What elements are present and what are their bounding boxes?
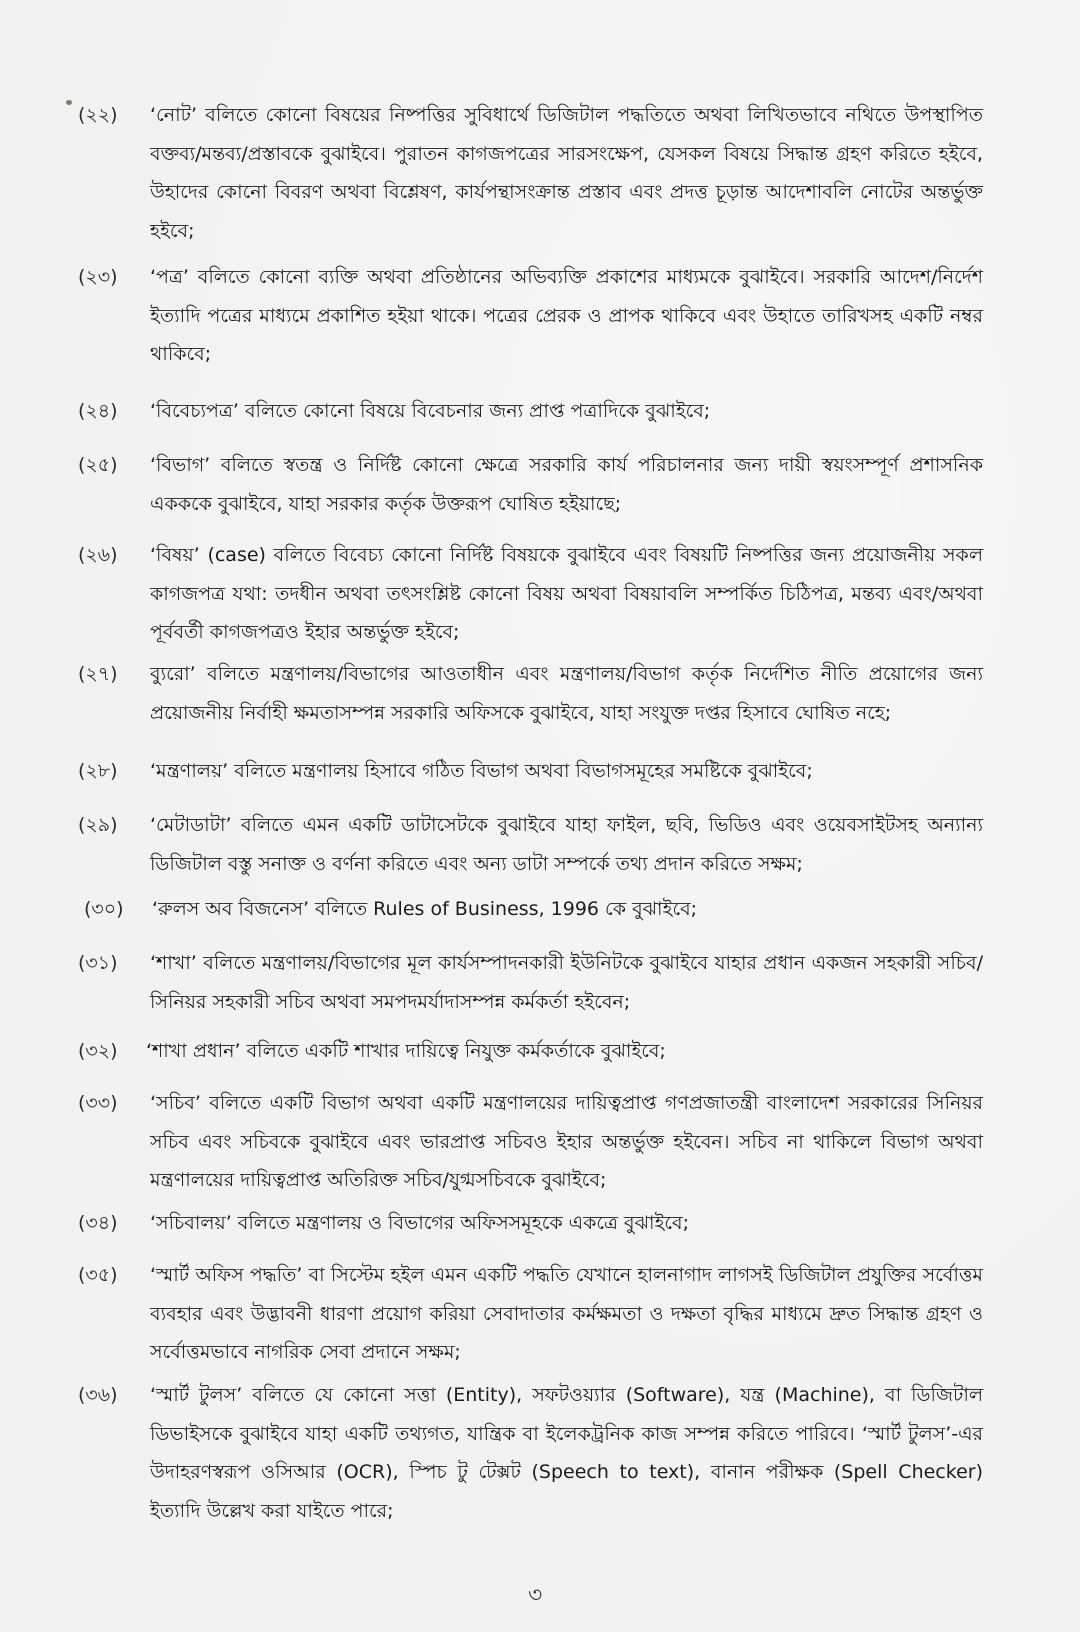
- clause-number: (২৪): [78, 400, 118, 422]
- clause-text: ‘সচিবালয়’ বলিতে মন্ত্রণালয় ও বিভাগের অফিসসমূহকে একত্রে বুঝাইবে;: [150, 1212, 690, 1234]
- clause-number: (৩৬): [78, 1384, 118, 1406]
- clause-number: (৩০): [84, 898, 124, 920]
- clause-text: ব্যুরো’ বলিতে মন্ত্রণালয়/বিভাগের আওতাধীন এবং মন্ত্রণালয়/বিভাগ কর্তৃক নির্দেশিত নীতি প্রয়োগের জন্য প্রয়োজনীয় নির্বাহী ক্ষমতাসম্পন্ন সরকারি অফিসকে বুঝাইবে, যাহা সংযুক্ত দপ্তর হিসাবে ঘোষিত নহে;: [150, 663, 983, 724]
- clause-number: (৩২): [78, 1040, 118, 1062]
- clause-text: ‘নোট’ বলিতে কোনো বিষয়ের নিষ্পত্তির সুবিধার্থে ডিজিটাল পদ্ধতিতে অথবা লিখিতভাবে নথিতে উপস্থাপিত বক্তব্য/মন্তব্য/প্রস্তাবকে বুঝাইবে। পুরাতন কাগজপত্রের সারসংক্ষেপ, যেসকল বিষয়ে সিদ্ধান্ত গ্রহণ করিতে হইবে, উহাদের কোনো বিবরণ অথবা বিশ্লেষণ, কার্যপন্থাসংক্রান্ত প্রস্তাব এবং প্রদত্ত চূড়ান্ত আদেশাবলি নোটের অন্তর্ভুক্ত হইবে;: [150, 104, 983, 242]
- clause-number: (২৩): [78, 266, 118, 288]
- clause-text: ‘শাখা প্রধান’ বলিতে একটি শাখার দায়িত্বে নিযুক্ত কর্মকর্তাকে বুঝাইবে;: [146, 1040, 666, 1062]
- clause-number: (২৮): [78, 760, 118, 782]
- clause-number: (২৭): [78, 663, 118, 685]
- clause-number: (৩৩): [78, 1092, 118, 1114]
- clause-text: ‘সচিব’ বলিতে একটি বিভাগ অথবা একটি মন্ত্রণালয়ের দায়িত্বপ্রাপ্ত গণপ্রজাতন্ত্রী বাংলাদেশ সরকারের সিনিয়র সচিব এবং সচিবকে বুঝাইবে এবং ভারপ্রাপ্ত সচিবও ইহার অন্তর্ভুক্ত হইবেন। সচিব না থাকিলে বিভাগ অথবা মন্ত্রণালয়ের দায়িত্বপ্রাপ্ত অতিরিক্ত সচিব/যুগ্মসচিবকে বুঝাইবে;: [150, 1092, 983, 1191]
- clause-number: (২৫): [78, 454, 118, 476]
- page-number: ৩: [528, 1583, 543, 1608]
- clause-29: [78, 806, 983, 883]
- clause-number: (২৯): [78, 814, 118, 836]
- clause-text: ‘শাখা’ বলিতে মন্ত্রণালয়/বিভাগের মূল কার্যসম্পাদনকারী ইউনিটকে বুঝাইবে যাহার প্রধান একজন সহকারী সচিব/সিনিয়র সহকারী সচিব অথবা সমপদমর্যাদাসম্পন্ন কর্মকর্তা হইবেন;: [150, 952, 983, 1013]
- clause-number: (৩৫): [78, 1264, 118, 1286]
- clause-32: [78, 1032, 983, 1071]
- clause-25: [78, 446, 983, 523]
- clause-number: (৩৪): [78, 1212, 118, 1234]
- clause-number: (৩১): [78, 952, 118, 974]
- clause-33: [78, 1084, 983, 1200]
- clause-30: [84, 890, 989, 929]
- clause-text: ‘স্মার্ট টুলস’ বলিতে যে কোনো সত্তা (Entity), সফটওয়্যার (Software), যন্ত্র (Machine), বা ডিজিটাল ডিভাইসকে বুঝাইবে যাহা একটি তথ্যগত, যান্ত্রিক বা ইলেকট্রনিক কাজ সম্পন্ন করিতে পারিবে। ‘স্মার্ট টুলস’-এর উদাহরণস্বরূপ ওসিআর (OCR), স্পিচ টু টেক্সট (Speech to text), বানান পরীক্ষক (Spell Checker) ইত্যাদি উল্লেখ করা যাইতে পারে;: [150, 1384, 983, 1522]
- scan-speck: [66, 100, 72, 105]
- clause-31: [78, 944, 983, 1021]
- clause-text: ‘বিবেচ্যপত্র’ বলিতে কোনো বিষয়ে বিবেচনার জন্য প্রাপ্ত পত্রাদিকে বুঝাইবে;: [150, 400, 711, 422]
- clause-text: ‘মেটাডাটা’ বলিতে এমন একটি ডাটাসেটকে বুঝাইবে যাহা ফাইল, ছবি, ভিডিও এবং ওয়েবসাইটসহ অন্যান্য ডিজিটাল বস্তু সনাক্ত ও বর্ণনা করিতে এবং অন্য ডাটা সম্পর্কে তথ্য প্রদান করিতে সক্ষম;: [150, 814, 983, 875]
- clause-24: [78, 392, 983, 431]
- clause-34: [78, 1204, 983, 1243]
- clause-22: [78, 96, 983, 250]
- clause-35: [78, 1256, 983, 1372]
- clause-text: ‘মন্ত্রণালয়’ বলিতে মন্ত্রণালয় হিসাবে গঠিত বিভাগ অথবা বিভাগসমূহের সমষ্টিকে বুঝাইবে;: [150, 760, 813, 782]
- clause-text: ‘পত্র’ বলিতে কোনো ব্যক্তি অথবা প্রতিষ্ঠানের অভিব্যক্তি প্রকাশের মাধ্যমকে বুঝাইবে। সরকারি আদেশ/নির্দেশ ইত্যাদি পত্রের মাধ্যমে প্রকাশিত হইয়া থাকে। পত্রের প্রেরক ও প্রাপক থাকিবে এবং উহাতে তারিখসহ একটি নম্বর থাকিবে;: [150, 266, 983, 365]
- clause-27: [78, 655, 983, 732]
- clause-28: [78, 752, 983, 791]
- clause-number: (২৬): [78, 544, 118, 566]
- clause-23: [78, 258, 983, 374]
- clause-text: ‘স্মার্ট অফিস পদ্ধতি’ বা সিস্টেম হইল এমন একটি পদ্ধতি যেখানে হালনাগাদ লাগসই ডিজিটাল প্রযুক্তির সর্বোত্তম ব্যবহার এবং উদ্ভাবনী ধারণা প্রয়োগ করিয়া সেবাদাতার কর্মক্ষমতা ও দক্ষতা বৃদ্ধির মাধ্যমে দ্রুত সিদ্ধান্ত গ্রহণ ও সর্বোত্তমভাবে নাগরিক সেবা প্রদানে সক্ষম;: [150, 1264, 983, 1363]
- clause-26: [78, 536, 983, 652]
- clause-number: (২২): [78, 104, 118, 126]
- clause-text: ‘রুলস অব বিজনেস’ বলিতে Rules of Business, 1996 কে বুঝাইবে;: [152, 898, 698, 920]
- clause-text: ‘বিভাগ’ বলিতে স্বতন্ত্র ও নির্দিষ্ট কোনো ক্ষেত্রে সরকারি কার্য পরিচালনার জন্য দায়ী স্বয়ংসম্পূর্ণ প্রশাসনিক একককে বুঝাইবে, যাহা সরকার কর্তৃক উক্তরূপ ঘোষিত হইয়াছে;: [150, 454, 983, 515]
- clause-36: [78, 1376, 983, 1530]
- clause-text: ‘বিষয়’ (case) বলিতে বিবেচ্য কোনো নির্দিষ্ট বিষয়কে বুঝাইবে এবং বিষয়টি নিষ্পত্তির জন্য প্রয়োজনীয় সকল কাগজপত্র যথা: তদধীন অথবা তৎসংশ্লিষ্ট কোনো বিষয় অথবা বিষয়াবলি সম্পর্কিত চিঠিপত্র, মন্তব্য এবং/অথবা পূর্ববর্তী কাগজপত্রও ইহার অন্তর্ভুক্ত হইবে;: [150, 544, 983, 643]
